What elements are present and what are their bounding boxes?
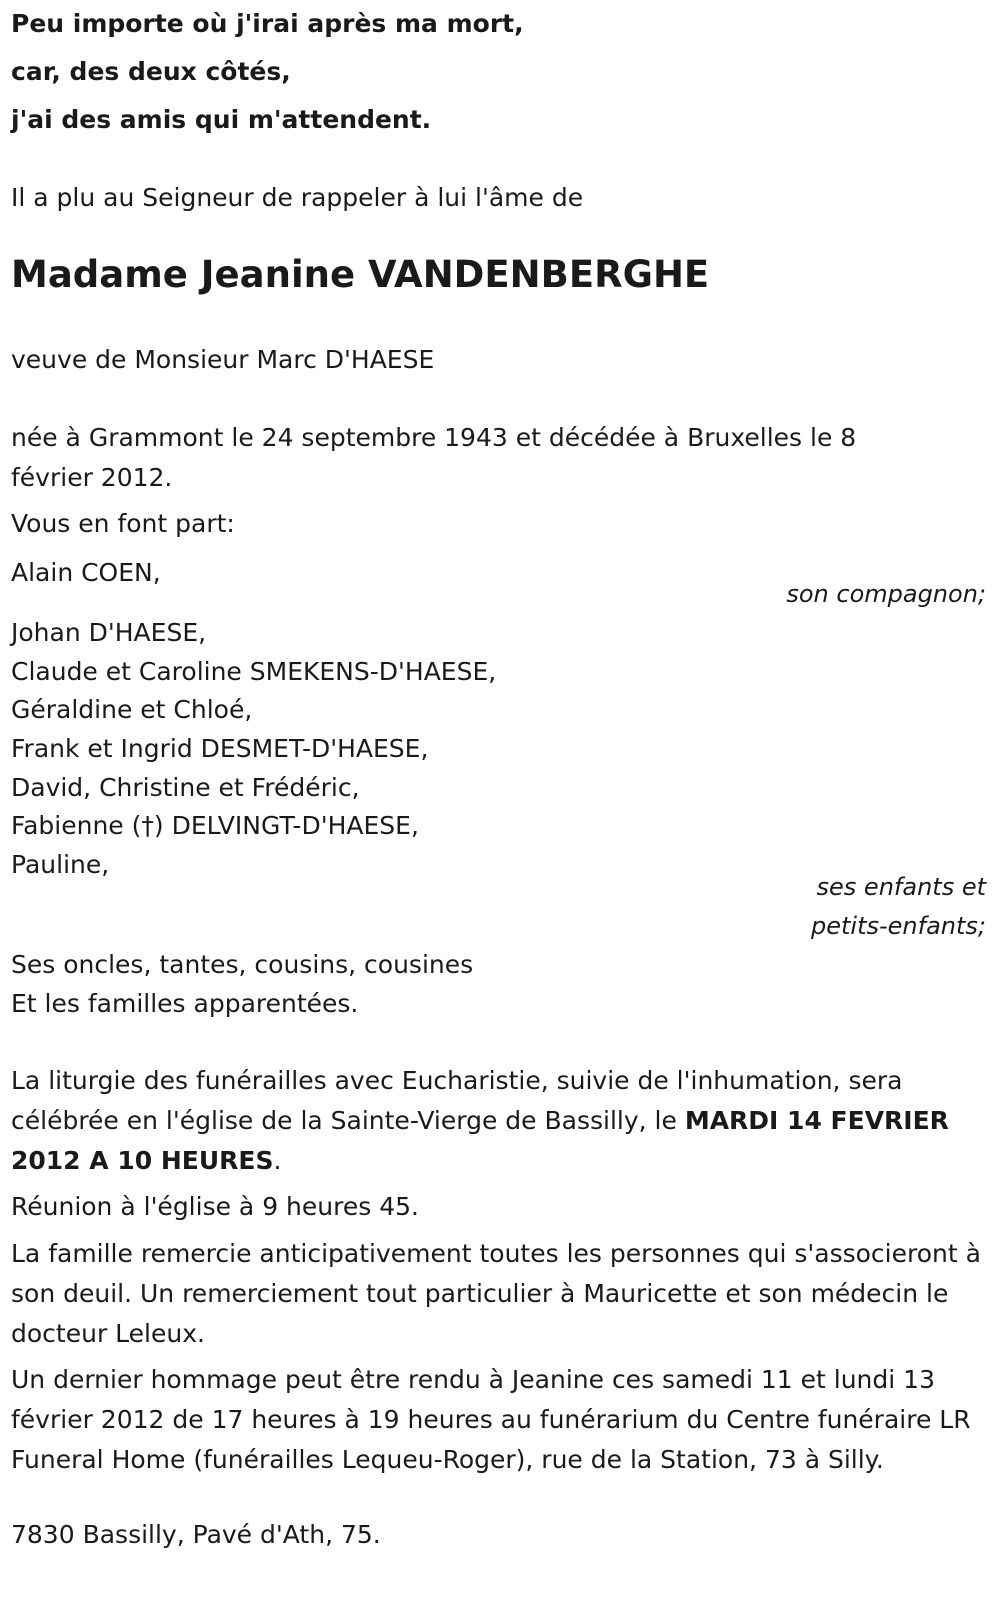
thanks-paragraph: La famille remercie anticipativement toutes les personnes qui s'associeront à son deuil. Un remerciement tout particulier à Mauricette et son médecin le docteur Leleux. [11,1239,981,1348]
list-item: Frank et Ingrid DESMET-D'HAESE, [11,734,429,763]
poem-line-1: Peu importe où j'irai après ma mort, [11,9,524,38]
address: 7830 Bassilly, Pavé d'Ath, 75. [11,1520,381,1549]
list-item: Claude et Caroline SMEKENS-D'HAESE, [11,657,497,686]
announce: Vous en font part: [11,509,235,538]
widow-of: veuve de Monsieur Marc D'HAESE [11,345,435,374]
list-item: Fabienne (†) DELVINGT-D'HAESE, [11,811,419,840]
deceased-name: Madame Jeanine VANDENBERGHE [11,253,710,296]
tribute-paragraph: Un dernier hommage peut être rendu à Jeanine ces samedi 11 et lundi 13 février 2012 de 17 heures à 19 heures au funérarium du Centre funéraire LR Funeral Home (funérailles Lequeu-Roger), rue de la Station, 73 à Silly. [11,1365,971,1474]
list-item: Johan D'HAESE, [11,618,207,647]
children-role-line-2: petits-enfants; [811,912,986,940]
liturgy-end: . [273,1146,282,1175]
poem-line-3: j'ai des amis qui m'attendent. [11,105,432,134]
birth-death: née à Grammont le 24 septembre 1943 et décédée à Bruxelles le 8 février 2012. [11,423,857,492]
companion-name: Alain COEN, [11,558,161,587]
list-item: Pauline, [11,850,110,879]
children-role-line-1: ses enfants et [816,873,986,901]
extended-family-line-2: Et les familles apparentées. [11,989,359,1018]
companion-role: son compagnon; [786,580,986,608]
list-item: Géraldine et Chloé, [11,695,253,724]
extended-family-line-1: Ses oncles, tantes, cousins, cousines [11,950,474,979]
poem-line-2: car, des deux côtés, [11,57,291,86]
liturgy-date: MARDI 14 FEVRIER 2012 A 10 HEURES [11,1106,949,1175]
list-item: David, Christine et Frédéric, [11,773,360,802]
liturgy-paragraph [11,1061,986,1181]
intro-text: Il a plu au Seigneur de rappeler à lui l'âme de [11,183,584,212]
liturgy-text: La liturgie des funérailles avec Eucharistie, suivie de l'inhumation, sera célébrée en l'église de la Sainte-Vierge de Bassilly, le [11,1066,903,1135]
meeting-text: Réunion à l'église à 9 heures 45. [11,1192,419,1221]
